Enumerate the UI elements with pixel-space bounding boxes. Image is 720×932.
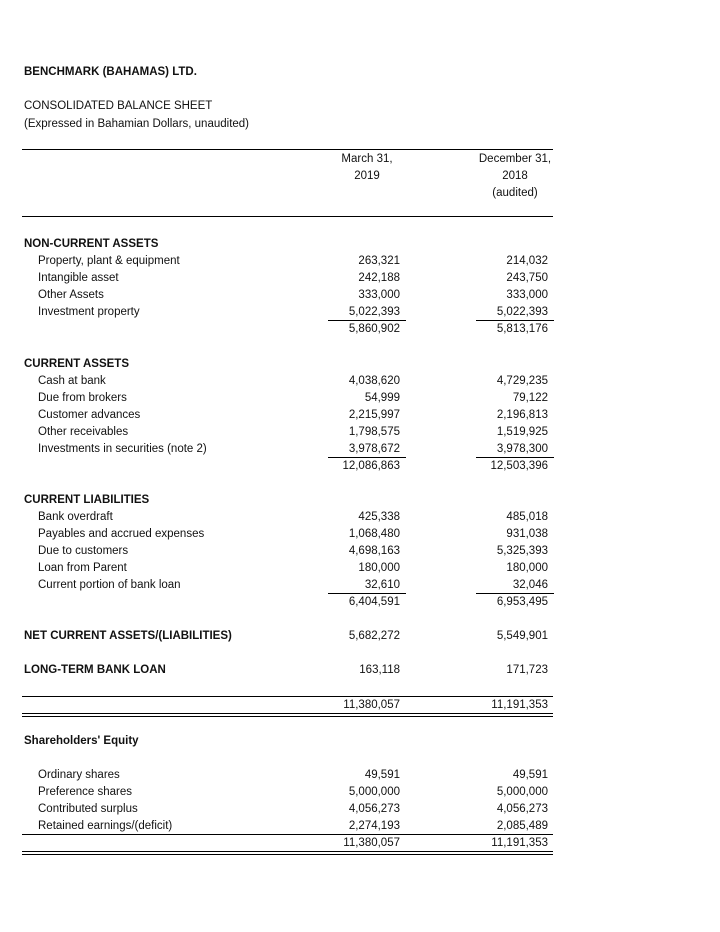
table-row: Intangible asset 242,188 243,750 (38, 272, 548, 284)
section-heading: CURRENT ASSETS (24, 358, 129, 370)
table-row: Ordinary shares 49,591 49,591 (38, 769, 548, 781)
net-total-double-rule (22, 713, 553, 714)
table-row: Due from brokers 54,999 79,122 (38, 392, 548, 404)
equity-double-rule (22, 851, 553, 852)
section-heading: Shareholders' Equity (24, 735, 139, 747)
net-current-assets-row: NET CURRENT ASSETS/(LIABILITIES) 5,682,272 5,549,901 (24, 630, 548, 642)
table-row: Investments in securities (note 2) 3,978,672 3,978,300 (38, 443, 548, 455)
subtotal-row: 6,404,591 6,953,495 (348, 596, 548, 608)
header-bottom-rule (22, 216, 553, 217)
section-heading-row (0, 236, 720, 253)
statement-title: CONSOLIDATED BALANCE SHEET (24, 100, 213, 112)
section-heading-row (0, 492, 720, 509)
equity-double-rule (22, 854, 553, 855)
table-row: Due to customers 4,698,163 5,325,393 (38, 545, 548, 557)
table-row: Cash at bank 4,038,620 4,729,235 (38, 375, 548, 387)
subtotal-row: 12,086,863 12,503,396 (342, 460, 548, 472)
statement-subtitle: (Expressed in Bahamian Dollars, unaudited) (24, 118, 250, 130)
subtotal-row: 5,860,902 5,813,176 (348, 323, 548, 335)
table-row: Retained earnings/(deficit) 2,274,193 2,085,489 (38, 820, 548, 832)
table-row: Preference shares 5,000,000 5,000,000 (38, 786, 548, 798)
long-term-loan-row: LONG-TERM BANK LOAN 163,118 171,723 (24, 664, 548, 676)
section-heading: CURRENT LIABILITIES (24, 494, 150, 506)
table-row: Other receivables 1,798,575 1,519,925 (38, 426, 548, 438)
table-row: Current portion of bank loan 32,610 32,046 (38, 579, 548, 591)
net-total-double-rule (22, 716, 553, 717)
section-heading: NON-CURRENT ASSETS (24, 238, 159, 250)
equity-total-row: 11,380,057 11,191,353 (343, 837, 548, 849)
column-header-march-2019: March 31, 2019 (341, 153, 393, 182)
table-row: Property, plant & equipment 263,321 214,032 (38, 255, 548, 267)
table-row: Investment property 5,022,393 5,022,393 (38, 306, 548, 318)
section-heading-row (0, 733, 720, 750)
company-name: BENCHMARK (BAHAMAS) LTD. (24, 66, 197, 78)
table-row: Bank overdraft 425,338 485,018 (38, 511, 548, 523)
header-top-rule (22, 149, 553, 150)
table-row: Contributed surplus 4,056,273 4,056,273 (38, 803, 548, 815)
column-header-december-2018: December 31, 2018 (audited) (478, 153, 552, 199)
net-total-row: 11,380,057 11,191,353 (343, 699, 548, 711)
table-row: Other Assets 333,000 333,000 (38, 289, 548, 301)
table-row: Customer advances 2,215,997 2,196,813 (38, 409, 548, 421)
table-row: Payables and accrued expenses 1,068,480 931,038 (38, 528, 548, 540)
section-heading-row (0, 356, 720, 373)
table-row: Loan from Parent 180,000 180,000 (38, 562, 548, 574)
